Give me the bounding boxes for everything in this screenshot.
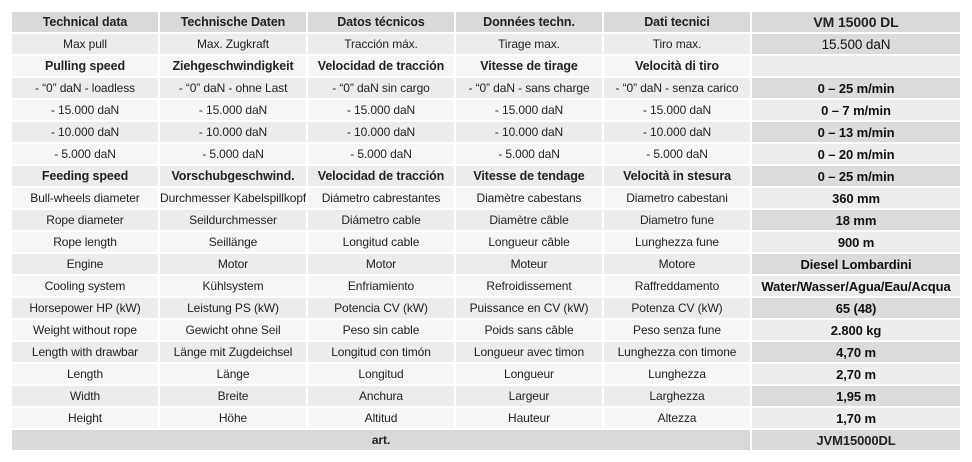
cell-it: Lunghezza con timone	[604, 342, 750, 362]
cell-value: 4,70 m	[752, 342, 960, 362]
table-row	[12, 320, 960, 340]
cell-value: 0 – 25 m/min	[752, 166, 960, 186]
table-row	[12, 232, 960, 252]
header-cell-es: Datos técnicos	[308, 12, 454, 32]
cell-fr: Moteur	[456, 254, 602, 274]
cell-it: Lunghezza	[604, 364, 750, 384]
header-cell-de: Technische Daten	[160, 12, 306, 32]
cell-value: 0 – 13 m/min	[752, 122, 960, 142]
cell-value: 1,70 m	[752, 408, 960, 428]
cell-fr: - 15.000 daN	[456, 100, 602, 120]
cell-de: - 5.000 daN	[160, 144, 306, 164]
cell-es: Enfriamiento	[308, 276, 454, 296]
cell-de: Leistung PS (kW)	[160, 298, 306, 318]
cell-it: Peso senza fune	[604, 320, 750, 340]
cell-fr: - 10.000 daN	[456, 122, 602, 142]
cell-es: Anchura	[308, 386, 454, 406]
cell-value: 18 mm	[752, 210, 960, 230]
cell-value: 65 (48)	[752, 298, 960, 318]
cell-value: Diesel Lombardini	[752, 254, 960, 274]
cell-de: - 10.000 daN	[160, 122, 306, 142]
cell-es: - 5.000 daN	[308, 144, 454, 164]
cell-value: 360 mm	[752, 188, 960, 208]
cell-it: Altezza	[604, 408, 750, 428]
table-row	[12, 408, 960, 428]
cell-en: Height	[12, 408, 158, 428]
cell-fr: Hauteur	[456, 408, 602, 428]
table-row	[12, 188, 960, 208]
cell-it: - “0” daN - senza carico	[604, 78, 750, 98]
cell-value: 0 – 7 m/min	[752, 100, 960, 120]
cell-en: Length	[12, 364, 158, 384]
footer-row	[12, 430, 960, 450]
cell-en: Bull-wheels diameter	[12, 188, 158, 208]
cell-value: 1,95 m	[752, 386, 960, 406]
cell-es: Altitud	[308, 408, 454, 428]
cell-en: Max pull	[12, 34, 158, 54]
cell-es: Potencia CV (kW)	[308, 298, 454, 318]
cell-fr: Poids sans câble	[456, 320, 602, 340]
cell-en: - 10.000 daN	[12, 122, 158, 142]
table-row	[12, 364, 960, 384]
header-cell-model: VM 15000 DL	[752, 12, 960, 32]
cell-es: Longitud cable	[308, 232, 454, 252]
cell-de: Gewicht ohne Seil	[160, 320, 306, 340]
cell-en: - “0” daN - loadless	[12, 78, 158, 98]
cell-en: Horsepower HP (kW)	[12, 298, 158, 318]
cell-en: - 15.000 daN	[12, 100, 158, 120]
cell-fr: Vitesse de tirage	[456, 56, 602, 76]
cell-de: Kühlsystem	[160, 276, 306, 296]
cell-it: Diametro fune	[604, 210, 750, 230]
cell-fr: Refroidissement	[456, 276, 602, 296]
cell-fr: Diamètre cabestans	[456, 188, 602, 208]
cell-value: 2,70 m	[752, 364, 960, 384]
spec-table	[10, 10, 962, 452]
cell-value: 15.500 daN	[752, 34, 960, 54]
table-row	[12, 298, 960, 318]
cell-value: Water/Wasser/Agua/Eau/Acqua	[752, 276, 960, 296]
cell-fr: Longueur câble	[456, 232, 602, 252]
cell-es: Tracción máx.	[308, 34, 454, 54]
cell-it: - 15.000 daN	[604, 100, 750, 120]
cell-value: 900 m	[752, 232, 960, 252]
cell-es: - “0” daN sin cargo	[308, 78, 454, 98]
cell-en: Width	[12, 386, 158, 406]
cell-en: Feeding speed	[12, 166, 158, 186]
cell-de: Durchmesser Kabelspillkopf	[160, 188, 306, 208]
table-row	[12, 210, 960, 230]
cell-de: Motor	[160, 254, 306, 274]
cell-fr: Vitesse de tendage	[456, 166, 602, 186]
cell-fr: - 5.000 daN	[456, 144, 602, 164]
table-row	[12, 276, 960, 296]
cell-es: Longitud con timón	[308, 342, 454, 362]
cell-en: Weight without rope	[12, 320, 158, 340]
article-label: art.	[12, 430, 750, 450]
cell-es: Longitud	[308, 364, 454, 384]
cell-it: Velocità di tiro	[604, 56, 750, 76]
table-row	[12, 254, 960, 274]
cell-es: - 15.000 daN	[308, 100, 454, 120]
spec-table-container	[10, 10, 960, 452]
cell-it: - 5.000 daN	[604, 144, 750, 164]
cell-de: Seillänge	[160, 232, 306, 252]
header-cell-en: Technical data	[12, 12, 158, 32]
cell-value: 2.800 kg	[752, 320, 960, 340]
cell-it: - 10.000 daN	[604, 122, 750, 142]
cell-de: Vorschubgeschwind.	[160, 166, 306, 186]
cell-en: Length with drawbar	[12, 342, 158, 362]
cell-en: Rope diameter	[12, 210, 158, 230]
cell-fr: Longueur avec timon	[456, 342, 602, 362]
cell-fr: Largeur	[456, 386, 602, 406]
cell-it: Tiro max.	[604, 34, 750, 54]
cell-de: - “0” daN - ohne Last	[160, 78, 306, 98]
cell-it: Velocità in stesura	[604, 166, 750, 186]
cell-en: Cooling system	[12, 276, 158, 296]
cell-it: Motore	[604, 254, 750, 274]
cell-it: Diametro cabestani	[604, 188, 750, 208]
cell-es: Velocidad de tracción	[308, 56, 454, 76]
cell-it: Potenza CV (kW)	[604, 298, 750, 318]
table-row	[12, 100, 960, 120]
cell-de: Ziehgeschwindigkeit	[160, 56, 306, 76]
cell-en: - 5.000 daN	[12, 144, 158, 164]
cell-es: Diámetro cable	[308, 210, 454, 230]
cell-es: Diámetro cabrestantes	[308, 188, 454, 208]
cell-value: 0 – 25 m/min	[752, 78, 960, 98]
cell-it: Larghezza	[604, 386, 750, 406]
cell-de: Max. Zugkraft	[160, 34, 306, 54]
article-number: JVM15000DL	[752, 430, 960, 450]
cell-de: Länge	[160, 364, 306, 384]
table-row	[12, 386, 960, 406]
table-row	[12, 78, 960, 98]
cell-it: Lunghezza fune	[604, 232, 750, 252]
cell-value: 0 – 20 m/min	[752, 144, 960, 164]
cell-it: Raffreddamento	[604, 276, 750, 296]
table-row	[12, 56, 960, 76]
cell-de: Breite	[160, 386, 306, 406]
cell-value	[752, 56, 960, 76]
spec-table-body	[12, 34, 960, 428]
cell-en: Pulling speed	[12, 56, 158, 76]
table-row	[12, 144, 960, 164]
cell-de: Höhe	[160, 408, 306, 428]
cell-fr: Diamètre câble	[456, 210, 602, 230]
cell-fr: Puissance en CV (kW)	[456, 298, 602, 318]
cell-es: Motor	[308, 254, 454, 274]
cell-en: Engine	[12, 254, 158, 274]
table-row	[12, 34, 960, 54]
cell-es: - 10.000 daN	[308, 122, 454, 142]
cell-es: Peso sin cable	[308, 320, 454, 340]
table-row	[12, 122, 960, 142]
cell-fr: - “0” daN - sans charge	[456, 78, 602, 98]
cell-de: - 15.000 daN	[160, 100, 306, 120]
cell-es: Velocidad de tracción	[308, 166, 454, 186]
cell-fr: Tirage max.	[456, 34, 602, 54]
cell-en: Rope length	[12, 232, 158, 252]
cell-fr: Longueur	[456, 364, 602, 384]
table-row	[12, 342, 960, 362]
header-cell-it: Dati tecnici	[604, 12, 750, 32]
header-row	[12, 12, 960, 32]
header-cell-fr: Données techn.	[456, 12, 602, 32]
table-row	[12, 166, 960, 186]
cell-de: Länge mit Zugdeichsel	[160, 342, 306, 362]
cell-de: Seildurchmesser	[160, 210, 306, 230]
